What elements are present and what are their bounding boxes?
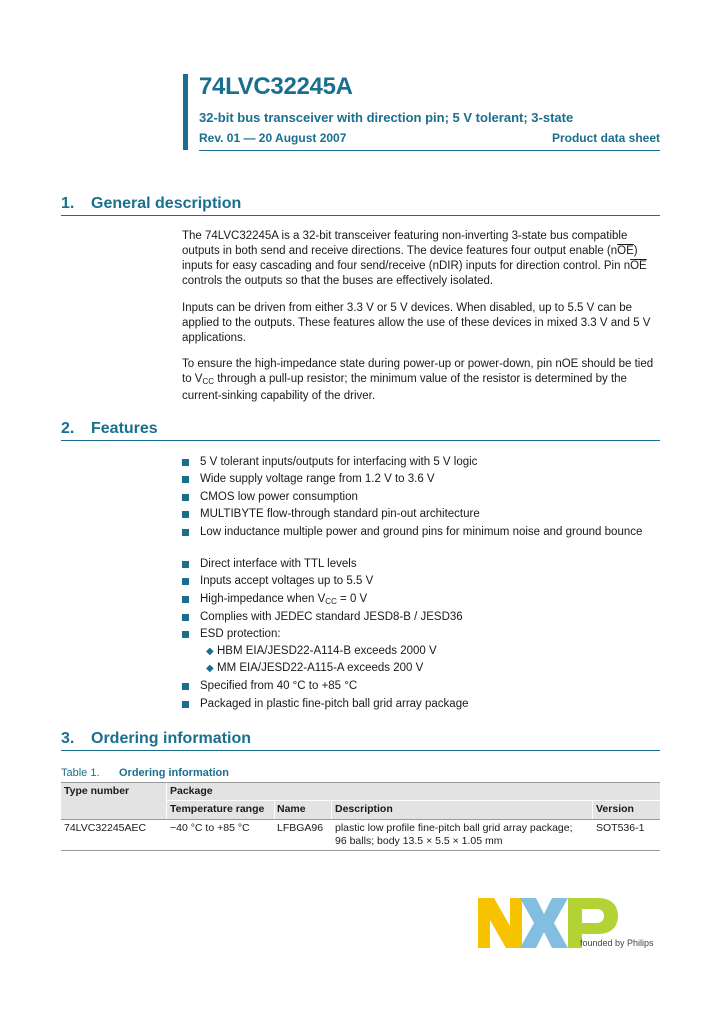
overlined-signal: $\overline{OE}$ <box>617 245 634 257</box>
section-number: 3. <box>61 730 75 747</box>
table-header-version: Version <box>596 803 634 815</box>
table-cell-description-line2: 96 balls; body 13.5 × 5.5 × 1.05 mm <box>335 835 503 847</box>
table-cell-description-line1: plastic low profile fine-pitch ball grid array package; <box>335 822 573 834</box>
table-header-name: Name <box>277 803 306 815</box>
section-divider <box>61 215 660 216</box>
feature-item <box>182 557 660 572</box>
table-column-divider <box>592 801 593 819</box>
feature-item <box>182 679 660 694</box>
section-title: Ordering information <box>91 730 251 747</box>
description-paragraph-1 <box>182 229 660 289</box>
feature-item <box>182 697 660 712</box>
header-divider <box>199 150 660 151</box>
section-divider <box>61 750 660 751</box>
section-divider <box>61 440 660 441</box>
feature-item <box>182 525 660 540</box>
table-column-divider <box>274 801 275 819</box>
document-title: 74LVC32245A <box>199 73 353 100</box>
text: through a pull-up resistor; the minimum value of the resistor is determined by the current-sinking capability of the driver. <box>182 373 627 402</box>
table-header-temperature: Temperature range <box>170 803 265 815</box>
feature-text: Specified from 40 °C to +85 °C <box>200 680 358 692</box>
feature-text: Low inductance multiple power and ground pins for minimum noise and ground bounce <box>200 526 643 538</box>
diamond-bullet-icon: ◆ <box>206 663 214 674</box>
table-bottom-rule <box>61 850 660 851</box>
table-caption-text: Ordering information <box>119 767 229 779</box>
table-cell-name: LFBGA96 <box>277 822 324 834</box>
section-number: 1. <box>61 195 75 212</box>
section-heading-general-description <box>61 195 660 213</box>
feature-text: ESD protection: <box>200 628 281 640</box>
feature-item <box>182 610 660 625</box>
feature-text: Packaged in plastic fine-pitch ball grid array package <box>200 698 469 710</box>
feature-text: Wide supply voltage range from 1.2 V to 3.6 V <box>200 473 435 485</box>
table-header-description: Description <box>335 803 393 815</box>
text: controls the outputs so that the buses are effectively isolated. <box>182 275 494 287</box>
diamond-bullet-icon: ◆ <box>206 646 214 657</box>
description-paragraph-3 <box>182 357 660 404</box>
section-number: 2. <box>61 420 75 437</box>
bullet-icon <box>182 614 189 621</box>
revision-info: Rev. 01 — 20 August 2007 <box>199 131 347 145</box>
section-title: General description <box>91 195 242 212</box>
text: High-impedance when V <box>200 593 326 605</box>
table-header-package: Package <box>170 785 213 797</box>
bullet-icon <box>182 596 189 603</box>
feature-text: 5 V tolerant inputs/outputs for interfacing with 5 V logic <box>200 456 478 468</box>
bullet-icon <box>182 561 189 568</box>
table-cell-type: 74LVC32245AEC <box>64 822 147 834</box>
text: = 0 V <box>336 593 368 605</box>
feature-item <box>182 592 660 609</box>
bullet-icon <box>182 511 189 518</box>
feature-item <box>182 455 660 470</box>
bullet-icon <box>182 494 189 501</box>
bullet-icon <box>182 701 189 708</box>
table-caption <box>61 767 229 779</box>
section-heading-features <box>61 420 660 438</box>
bullet-icon <box>182 529 189 536</box>
bullet-icon <box>182 683 189 690</box>
bullet-icon <box>182 631 189 638</box>
document-subtitle: 32-bit bus transceiver with direction pin; 5 V tolerant; 3-state <box>199 110 574 125</box>
feature-item <box>182 472 660 487</box>
table-header-subrule <box>166 800 660 801</box>
table-column-divider <box>331 801 332 819</box>
feature-text: Direct interface with TTL levels <box>200 558 357 570</box>
table-column-divider <box>166 783 167 819</box>
esd-item <box>206 661 423 676</box>
feature-text: Complies with JEDEC standard JESD8-B / JESD36 <box>200 611 463 623</box>
bullet-icon <box>182 476 189 483</box>
table-header-rule <box>61 819 660 820</box>
esd-item <box>206 644 437 659</box>
overlined-signal: $\overline{OE}$ <box>630 260 647 272</box>
esd-text: MM EIA/JESD22-A115-A exceeds 200 V <box>217 662 424 674</box>
feature-item <box>182 490 660 505</box>
section-heading-ordering-information <box>61 730 660 748</box>
esd-text: HBM EIA/JESD22-A114-B exceeds 2000 V <box>217 645 437 657</box>
feature-text: Inputs accept voltages up to 5.5 V <box>200 575 374 587</box>
text: The 74LVC32245A is a 32-bit transceiver featuring non-inverting 3-state bus compatible outputs in both send and receive directions. The device features four output enable (n <box>182 230 628 257</box>
table-cell-temp: −40 °C to +85 °C <box>170 822 250 834</box>
logo-tagline: founded by Philips <box>580 938 654 948</box>
table-header-type-number: Type number <box>64 785 130 797</box>
table-label: Table 1. <box>61 767 100 779</box>
document-type: Product data sheet <box>551 131 660 145</box>
feature-item <box>182 507 660 522</box>
section-title: Features <box>91 420 158 437</box>
text: To ensure the high-impedance state during power-up or power-down, pin nOE should be tied to V <box>182 358 654 385</box>
bullet-icon <box>182 578 189 585</box>
description-paragraph-2: Inputs can be driven from either 3.3 V or 5 V devices. When disabled, up to 5.5 V can be applied to the outputs. These features allow the use of these devices in mixed 3.3 V and 5 V applications. <box>182 302 651 344</box>
subscript: CC <box>325 597 337 606</box>
feature-text <box>200 592 660 609</box>
bullet-icon <box>182 459 189 466</box>
subscript: CC <box>202 377 215 386</box>
feature-item <box>182 627 660 642</box>
feature-item <box>182 574 660 589</box>
header-accent-bar <box>183 74 188 150</box>
table-cell-version: SOT536-1 <box>596 822 645 834</box>
feature-text: CMOS low power consumption <box>200 491 358 503</box>
feature-text: MULTIBYTE flow-through standard pin-out architecture <box>200 508 480 520</box>
text: ) inputs for easy cascading and four send/receive (nDIR) inputs for direction control. Pin n <box>182 245 638 272</box>
